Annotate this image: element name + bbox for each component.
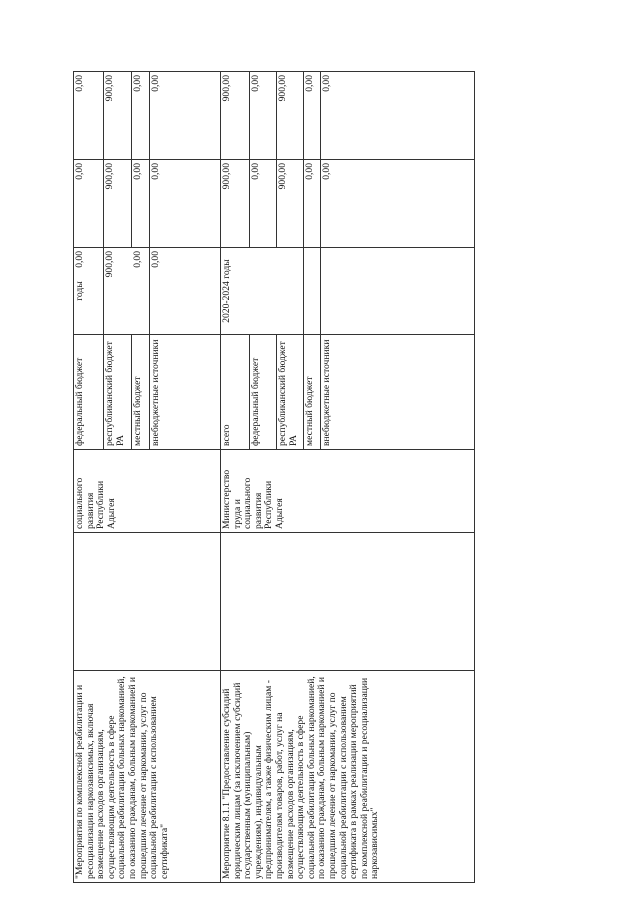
value-cell: 0,00 [321,75,332,92]
source-cell: федеральный бюджет [74,357,85,446]
value-cell: 900,00 [221,163,232,190]
column-divider-executor [73,532,475,533]
value-cell: 900,00 [221,75,232,102]
value-cell: 0,00 [150,251,161,268]
value-cell: 0,00 [150,163,161,180]
source-cell: местный бюджет [304,376,315,446]
value-cell: 0,00 [132,163,143,180]
value-cell: 900,00 [104,75,115,102]
value-cell: 900,00 [277,163,288,190]
value-cell: 0,00 [321,163,332,180]
value-cell: 0,00 [304,75,315,92]
event-cell: "Мероприятия по комплексной реабилитации и ресоциализации наркозависимых, включая возмещение расходов организациям, осуществляющим деятельность в сфере социальной реабилитации больных наркоманией, по оказанию гражданам, больным наркоманией и прошедшим лечение от наркомании, услуг по социальной реабилитации с использованием сертификата" [74,676,170,879]
value-cell: 0,00 [250,163,261,180]
executor-cell: социального развития Республики Адыгея [74,477,117,529]
source-cell: внебюджетные источники [321,339,332,446]
value-cell: 0,00 [74,75,85,92]
source-cell: федеральный бюджет [250,357,261,446]
table-border-bottom [474,71,475,883]
value-cell: 0,00 [304,163,315,180]
value-cell: 0,00 [250,75,261,92]
source-cell: всего [221,424,232,446]
value-cell: 0,00 [132,251,143,268]
source-cell: республиканский бюджет РА [104,341,126,446]
value-cell: 0,00 [74,251,85,268]
source-cell: республиканский бюджет РА [277,341,299,446]
rotated-budget-table [73,71,475,883]
value-cell: 0,00 [74,163,85,180]
period-cell: 2020-2024 годы [221,259,232,323]
value-cell: 900,00 [104,163,115,190]
value-cell: 900,00 [104,251,115,278]
event-cell: Мероприятие 8.1.1 "Предоставление субсидий юридическим лицам (за исключением субсидий государственным (муниципальным) учреждениям), индивидуальным предпринимателям, а также физическим лицам - производителям товаров, работ, услуг на возмещение расходов организациям, осуществляющим деятельность в сфере социальной реабилитации больных наркоманией, по оказанию гражданам, больным наркоманией и прошедшим лечение от наркомании, услуг по социальной реабилитации с использованием сертификата в рамках реализации мероприятий по комплексной реабилитации и ресоциализации наркозависимых" [221,676,381,879]
table-border-left [73,882,475,883]
value-cell: 0,00 [150,75,161,92]
value-cell: 0,00 [132,75,143,92]
source-cell: местный бюджет [132,376,143,446]
source-cell: внебюджетные источники [150,339,161,446]
period-cell: годы [74,281,85,301]
executor-cell: Министерство труда и социального развития Республики Адыгея [221,469,285,529]
value-cell: 900,00 [277,75,288,102]
